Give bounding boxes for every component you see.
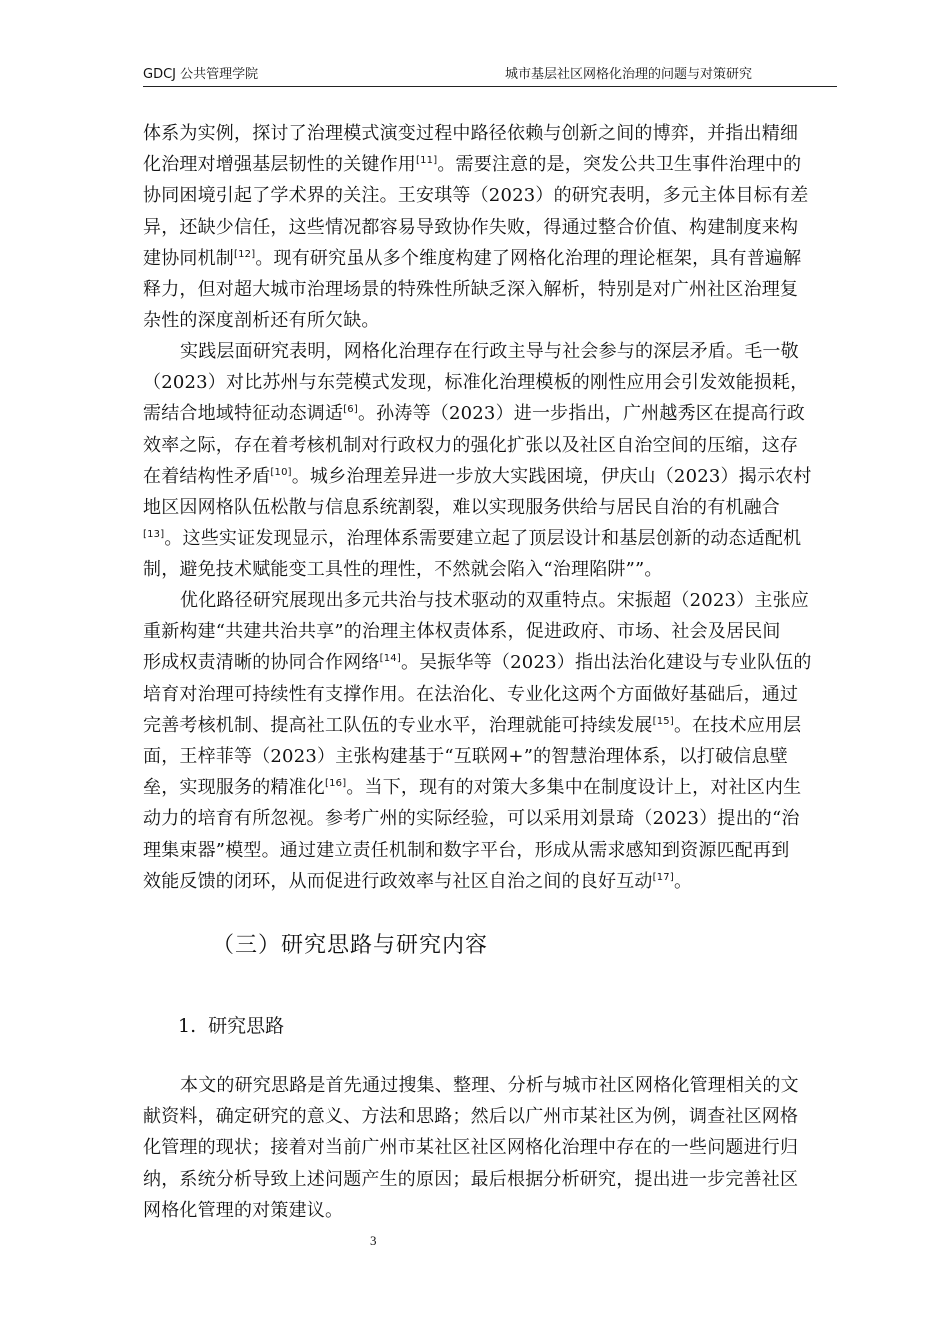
text-line: 协同困境引起了学术界的关注。王安琪等（2023）的研究表明，多元主体目标有差 bbox=[143, 185, 809, 207]
text-line: 在着结构性矛盾[10]。城乡治理差异进一步放大实践困境，伊庆山（2023）揭示农村 bbox=[143, 465, 812, 487]
citation-ref: [15] bbox=[652, 715, 674, 727]
page-number: 3 bbox=[370, 1233, 377, 1248]
header-paper-title: 城市基层社区网格化治理的问题与对策研究 bbox=[505, 67, 753, 82]
text-line: 理集束器”模型。通过建立责任机制和数字平台，形成从需求感知到资源匹配再到 bbox=[143, 839, 790, 861]
text-line: 动力的培育有所忽视。参考广州的实际经验，可以采用刘景琦（2023）提出的“治 bbox=[143, 808, 800, 830]
text-line: （2023）对比苏州与东莞模式发现，标准化治理模板的刚性应用会引发效能损耗， bbox=[143, 372, 809, 394]
text-line: 重新构建“共建共治共享”的治理主体权责体系，促进政府、市场、社会及居民间 bbox=[143, 621, 781, 643]
citation-ref: [16] bbox=[325, 778, 347, 790]
citation-ref: [12] bbox=[234, 248, 256, 260]
text-line: 建协同机制[12]。现有研究虽从多个维度构建了网格化治理的理论框架，具有普遍解 bbox=[143, 247, 802, 269]
text-line: 地区因网格队伍松散与信息系统割裂，难以实现服务供给与居民自治的有机融合 bbox=[143, 496, 780, 518]
text-line: 化管理的现状；接着对当前广州市某社区社区网格化治理中存在的一些问题进行归 bbox=[143, 1137, 799, 1159]
citation-ref: [11] bbox=[416, 155, 438, 167]
text-line: 需结合地域特征动态调适[6]。孙涛等（2023）进一步指出，广州越秀区在提高行政 bbox=[143, 403, 805, 425]
text-line: 效率之际，存在着考核机制对行政权力的强化扩张以及社区自治空间的压缩，这存 bbox=[143, 434, 799, 456]
text-line: 释力，但对超大城市治理场景的特殊性所缺乏深入解析，特别是对广州社区治理复 bbox=[143, 278, 799, 300]
citation-ref: [10] bbox=[270, 466, 292, 478]
citation-ref: [17] bbox=[652, 871, 674, 883]
text-line: 献资料，确定研究的意义、方法和思路；然后以广州市某社区为例，调查社区网格 bbox=[143, 1106, 799, 1128]
subsection-title: 研究思路 bbox=[208, 1015, 285, 1037]
text-line: 异，还缺少信任，这些情况都容易导致协作失败，得通过整合价值、构建制度来构 bbox=[143, 216, 799, 238]
subsection-heading bbox=[178, 1012, 284, 1040]
text-line: 面，王梓菲等（2023）主张构建基于“互联网+”的智慧治理体系，以打破信息壁 bbox=[143, 745, 788, 767]
citation-ref: [13] bbox=[143, 529, 165, 541]
text-line: 体系为实例，探讨了治理模式演变过程中路径依赖与创新之间的博弈，并指出精细 bbox=[143, 123, 799, 144]
running-header bbox=[143, 66, 837, 87]
paragraph-3 bbox=[143, 585, 837, 897]
subsection-number: 1. bbox=[178, 1015, 197, 1037]
text-line: 优化路径研究展现出多元共治与技术驱动的双重特点。宋振超（2023）主张应 bbox=[180, 590, 810, 611]
text-line: 完善考核机制、提高社工队伍的专业水平，治理就能可持续发展[15]。在技术应用层 bbox=[143, 714, 802, 736]
text-line: 本文的研究思路是首先通过搜集、整理、分析与城市社区网格化管理相关的文 bbox=[180, 1075, 799, 1096]
text-line: 制，避免技术赋能变工具性的理性，不然就会陷入“治理陷阱””。 bbox=[143, 559, 663, 581]
header-institution: GDCJ 公共管理学院 bbox=[143, 67, 259, 82]
text-line: 化治理对增强基层韧性的关键作用[11]。需要注意的是，突发公共卫生事件治理中的 bbox=[143, 154, 802, 176]
citation-ref: [14] bbox=[379, 653, 401, 665]
text-line: 实践层面研究表明，网格化治理存在行政主导与社会参与的深层矛盾。毛一敬 bbox=[180, 341, 799, 362]
paragraph-1 bbox=[143, 118, 837, 336]
text-line: 效能反馈的闭环，从而促进行政效率与社区自治之间的良好互动[17]。 bbox=[143, 870, 693, 892]
text-line: 杂性的深度剖析还有所欠缺。 bbox=[143, 310, 380, 332]
section-heading: （三）研究思路与研究内容 bbox=[212, 933, 489, 958]
text-line: 形成权责清晰的协同合作网络[14]。吴振华等（2023）指出法治化建设与专业队伍的 bbox=[143, 652, 812, 674]
text-line: [13]。这些实证发现显示，治理体系需要建立起了顶层设计和基层创新的动态适配机 bbox=[143, 528, 802, 550]
text-line: 垒，实现服务的精准化[16]。当下，现有的对策大多集中在制度设计上，对社区内生 bbox=[143, 777, 802, 799]
paragraph-4 bbox=[143, 1070, 837, 1226]
text-line: 培育对治理可持续性有支撑作用。在法治化、专业化这两个方面做好基础后，通过 bbox=[143, 683, 799, 705]
paragraph-2 bbox=[143, 336, 837, 586]
citation-ref: [6] bbox=[343, 404, 358, 416]
text-line: 网格化管理的对策建议。 bbox=[143, 1199, 344, 1221]
text-line: 纳，系统分析导致上述问题产生的原因；最后根据分析研究，提出进一步完善社区 bbox=[143, 1168, 799, 1190]
